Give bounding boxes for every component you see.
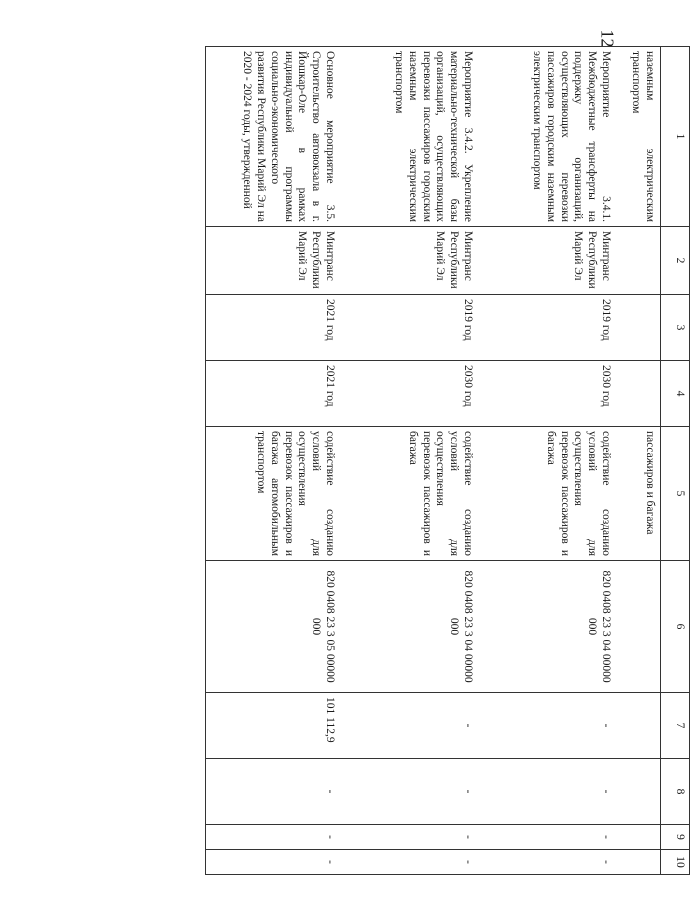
amount-cell: - [344, 850, 482, 875]
start-year-cell: 2019 год [344, 295, 482, 361]
executor-cell: Минтранс Республики Марий Эл [206, 227, 345, 295]
table-row [344, 47, 482, 875]
executor-cell: Минтранс Республики Марий Эл [344, 227, 482, 295]
start-year-cell: 2019 год [482, 295, 620, 361]
column-header: 5 [661, 427, 690, 561]
amount-cell: - [344, 693, 482, 759]
column-header: 3 [661, 295, 690, 361]
column-header: 6 [661, 561, 690, 693]
amount-cell: - [344, 825, 482, 850]
amount-cell: - [482, 759, 620, 825]
measure-name-cell: наземным электрическим транспортом [620, 47, 661, 227]
measure-name-cell: Мероприятие 3.4.2. Укрепление материально-технической базы организаций, осуществляющих перевозки пассажиров городским наземным электрическим транспортом [344, 47, 482, 227]
amount-cell: - [206, 850, 345, 875]
program-measures-table [205, 46, 690, 875]
result-cell: содействие созданию условий для осуществления перевозок пассажиров и багажа [482, 427, 620, 561]
column-header: 7 [661, 693, 690, 759]
amount-cell: - [206, 825, 345, 850]
column-header: 2 [661, 227, 690, 295]
end-year-cell: 2021 год [206, 361, 345, 427]
end-year-cell: 2030 год [344, 361, 482, 427]
column-header: 8 [661, 759, 690, 825]
amount-cell: - [344, 759, 482, 825]
executor-cell [620, 227, 661, 295]
result-cell: содействие созданию условий для осуществления перевозок пассажиров и багажа автомобильным транспортом [206, 427, 345, 561]
page-number: 12 [597, 29, 618, 48]
measure-name-cell: Основное мероприятие 3.5. Строительство автовокзала в г. Йошкар-Оле в рамках индивидуальной программы социально-экономического развития Республики Марий Эл на 2020 - 2024 годы, утвержденной [206, 47, 345, 227]
budget-code-cell [620, 561, 661, 693]
budget-code-cell: 820 0408 23 3 04 00000 000 [344, 561, 482, 693]
start-year-cell [620, 295, 661, 361]
end-year-cell [620, 361, 661, 427]
executor-cell: Минтранс Республики Марий Эл [482, 227, 620, 295]
column-number-row [661, 47, 690, 875]
table-row [620, 47, 661, 875]
table-row [482, 47, 620, 875]
amount-cell: - [206, 759, 345, 825]
amount-cell: - [482, 825, 620, 850]
column-header: 9 [661, 825, 690, 850]
amount-cell [620, 825, 661, 850]
rotated-table-wrapper [116, 46, 690, 874]
measure-name-cell: Мероприятие 3.4.1. Межбюджетные трансферты на поддержку организаций, осуществляющих перевозки пассажиров городским наземным электрическим транспортом [482, 47, 620, 227]
column-header: 10 [661, 850, 690, 875]
amount-cell [620, 850, 661, 875]
result-cell: содействие созданию условий для осуществления перевозок пассажиров и багажа [344, 427, 482, 561]
end-year-cell: 2030 год [482, 361, 620, 427]
column-header: 4 [661, 361, 690, 427]
column-header: 1 [661, 47, 690, 227]
amount-cell: - [482, 850, 620, 875]
amount-cell [620, 759, 661, 825]
amount-cell: 101 112,9 [206, 693, 345, 759]
amount-cell: - [482, 693, 620, 759]
budget-code-cell: 820 0408 23 3 05 00000 000 [206, 561, 345, 693]
amount-cell [620, 693, 661, 759]
result-cell: пассажиров и багажа [620, 427, 661, 561]
table-row [206, 47, 345, 875]
start-year-cell: 2021 год [206, 295, 345, 361]
budget-code-cell: 820 0408 23 3 04 00000 000 [482, 561, 620, 693]
